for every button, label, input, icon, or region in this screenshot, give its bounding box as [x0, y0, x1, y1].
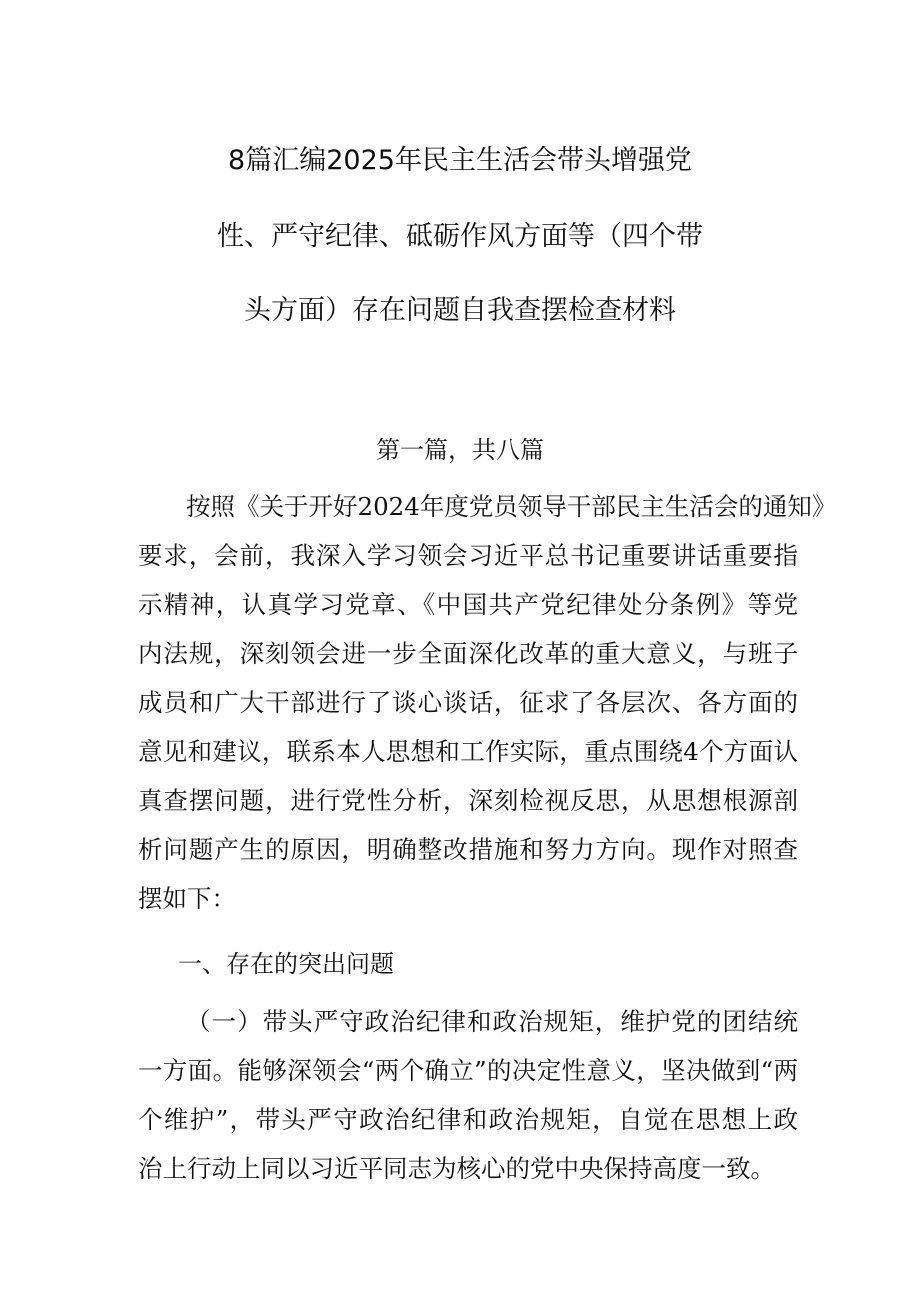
intro-line-2: 要求，会前，我深入学习领会习近平总书记重要讲话重要指: [138, 541, 798, 570]
intro-line-1: 按照《关于开好2024年度党员领导干部民主生活会的通知》: [186, 492, 837, 521]
section-line-1: （一）带头严守政治纪律和政治规矩，维护党的团结统: [186, 1007, 798, 1036]
intro-line-9: 摆如下：: [138, 884, 236, 913]
intro-line-7: 真查摆问题，进行党性分析，深刻检视反思，从思想根源剖: [138, 786, 798, 815]
title-line-1: 8篇汇编2025年民主生活会带头增强党: [228, 145, 692, 176]
section-line-3: 个维护”，带头严守政治纪律和政治规矩，自觉在思想上政: [138, 1105, 798, 1134]
intro-line-6: 意见和建议，联系本人思想和工作实际，重点围绕4个方面认: [138, 737, 798, 766]
subtitle: 第一篇，共八篇: [376, 436, 544, 464]
intro-line-8: 析问题产生的原因，明确整改措施和努力方向。现作对照查: [138, 835, 798, 864]
intro-line-4: 内法规，深刻领会进一步全面深化改革的重大意义，与班子: [138, 639, 798, 668]
title-line-2: 性、严守纪律、砥砺作风方面等（四个带: [217, 221, 703, 252]
section-line-2: 一方面。能够深领会“两个确立”的决定性意义，坚决做到“两: [138, 1056, 798, 1085]
title-line-3: 头方面）存在问题自我查摆检查材料: [244, 295, 676, 326]
intro-line-5: 成员和广大干部进行了谈心谈话，征求了各层次、各方面的: [138, 688, 798, 717]
section-heading: 一、存在的突出问题: [178, 950, 394, 978]
intro-line-3: 示精神，认真学习党章、《中国共产党纪律处分条例》等党: [138, 590, 798, 619]
section-line-4: 治上行动上同以习近平同志为核心的党中央保持高度一致。: [138, 1154, 775, 1183]
